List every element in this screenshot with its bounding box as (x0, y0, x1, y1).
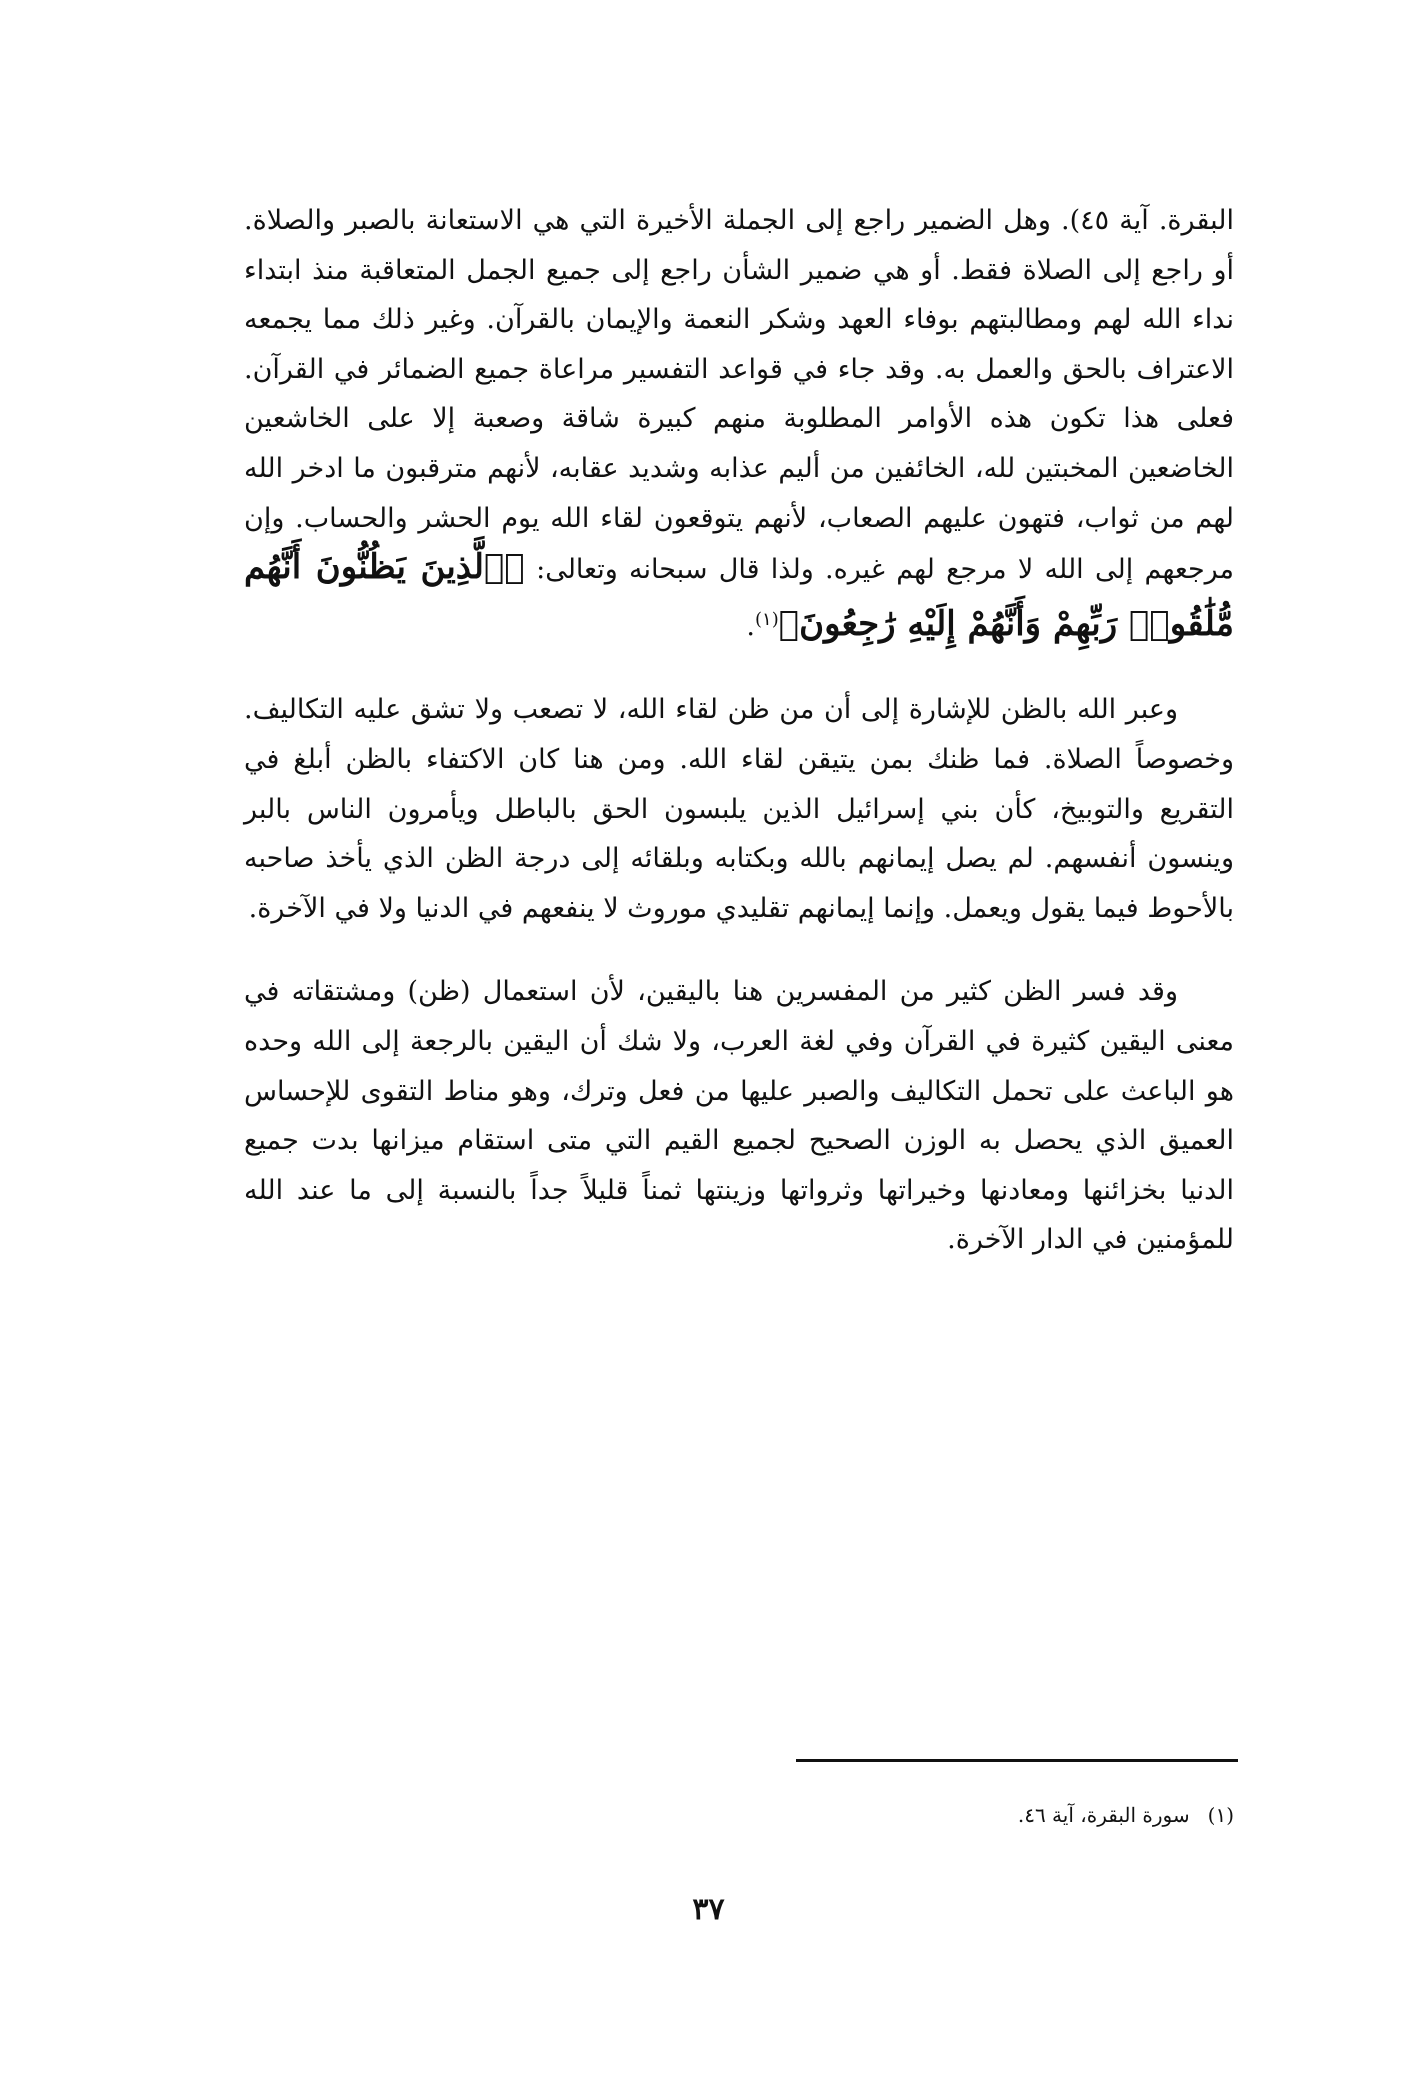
page-number: ٣٧ (692, 1892, 725, 1927)
paragraph-2: وعبر الله بالظن للإشارة إلى أن من ظن لقاء الله، لا تصعب ولا تشق عليه التكاليف. وخصوصاً الصلاة. فما ظنك بمن يتيقن لقاء الله. ومن هنا كان الاكتفاء بالظن أبلغ في التقريع والتوبيخ، كأن بني إسرائيل الذين يلبسون الحق بالباطل ويأمرون الناس بالبر وينسون أنفسهم. لم يصل إيمانهم بالله وبكتابه وبلقائه إلى درجة الظن الذي يأخذ صاحبه بالأحوط فيما يقول ويعمل. وإنما إيمانهم تقليدي موروث لا ينفعهم في الدنيا ولا في الآخرة. (244, 694, 1234, 924)
paragraph-1: البقرة. آية ٤٥). وهل الضمير راجع إلى الجملة الأخيرة التي هي الاستعانة بالصبر والصلاة. أو راجع إلى الصلاة فقط. أو هي ضمير الشأن راجع إلى جميع الجمل المتعاقبة منذ ابتداء نداء الله لهم ومطالبتهم بوفاء العهد وشكر النعمة والإيمان بالقرآن. وغير ذلك مما يجمعه الاعتراف بالحق والعمل به. وقد جاء في قواعد التفسير مراعاة جميع الضمائر في القرآن. فعلى هذا تكون هذه الأوامر المطلوبة منهم كبيرة شاقة وصعبة إلا على الخاشعين الخاضعين المخبتين لله، الخائفين من أليم عذابه وشديد عقابه، لأنهم مترقبون ما ادخر الله لهم من ثواب، فتهون عليهم الصعاب، لأنهم يتوقعون لقاء الله يوم الحشر والحساب. وإن مرجعهم إلى الله لا مرجع لهم غيره. ولذا قال سبحانه وتعالى: ﴿ٱلَّذِينَ يَظُنُّونَ أَنَّهُم مُّلَٰقُوا۟ رَبِّهِمْ وَأَنَّهُمْ إِلَيْهِ رَٰجِعُونَ﴾$^{(١)}$. (244, 205, 1234, 644)
footnote-number: (١) (1207, 1803, 1234, 1827)
paragraph-3: وقد فسر الظن كثير من المفسرين هنا باليقين، لأن استعمال (ظن) ومشتقاته في معنى اليقين كثيرة في القرآن وفي لغة العرب، ولا شك أن اليقين بالرجعة إلى الله وحده هو الباعث على تحمل التكاليف والصبر عليها من فعل وترك، وهو مناط التقوى للإحساس العميق الذي يحصل به الوزن الصحيح لجميع القيم التي متى استقام ميزانها بدت جميع الدنيا بخزائنها ومعادنها وخيراتها وثرواتها وزينتها ثمناً قليلاً جداً بالنسبة إلى ما عند الله للمؤمنين في الدار الآخرة. (244, 976, 1234, 1256)
quran-verse: ﴿ٱلَّذِينَ يَظُنُّونَ أَنَّهُم مُّلَٰقُوا۟ رَبِّهِمْ وَأَنَّهُمْ إِلَيْهِ رَٰجِعُونَ﴾ (244, 547, 1234, 644)
footnote-reference: (١) (755, 608, 779, 630)
body-text (244, 196, 1234, 1265)
footnote-divider (796, 1759, 1238, 1762)
footnote (760, 1800, 1234, 1830)
paragraph-1-text: البقرة. آية ٤٥). وهل الضمير راجع إلى الجملة الأخيرة التي هي الاستعانة بالصبر والصلاة. أو راجع إلى الصلاة فقط. أو هي ضمير الشأن راجع إلى جميع الجمل المتعاقبة منذ ابتداء نداء الله لهم ومطالبتهم بوفاء العهد وشكر النعمة والإيمان بالقرآن. وغير ذلك مما يجمعه الاعتراف بالحق والعمل به. وقد جاء في قواعد التفسير مراعاة جميع الضمائر في القرآن. فعلى هذا تكون هذه الأوامر المطلوبة منهم كبيرة شاقة وصعبة إلا على الخاشعين الخاضعين المخبتين لله، الخائفين من أليم عذابه وشديد عقابه، لأنهم مترقبون ما ادخر الله لهم من ثواب، فتهون عليهم الصعاب، لأنهم يتوقعون لقاء الله يوم الحشر والحساب. وإن مرجعهم إلى الله لا مرجع لهم غيره. ولذا قال سبحانه وتعالى: (244, 205, 1234, 586)
footnote-text: سورة البقرة، آية ٤٦. (1017, 1803, 1190, 1827)
